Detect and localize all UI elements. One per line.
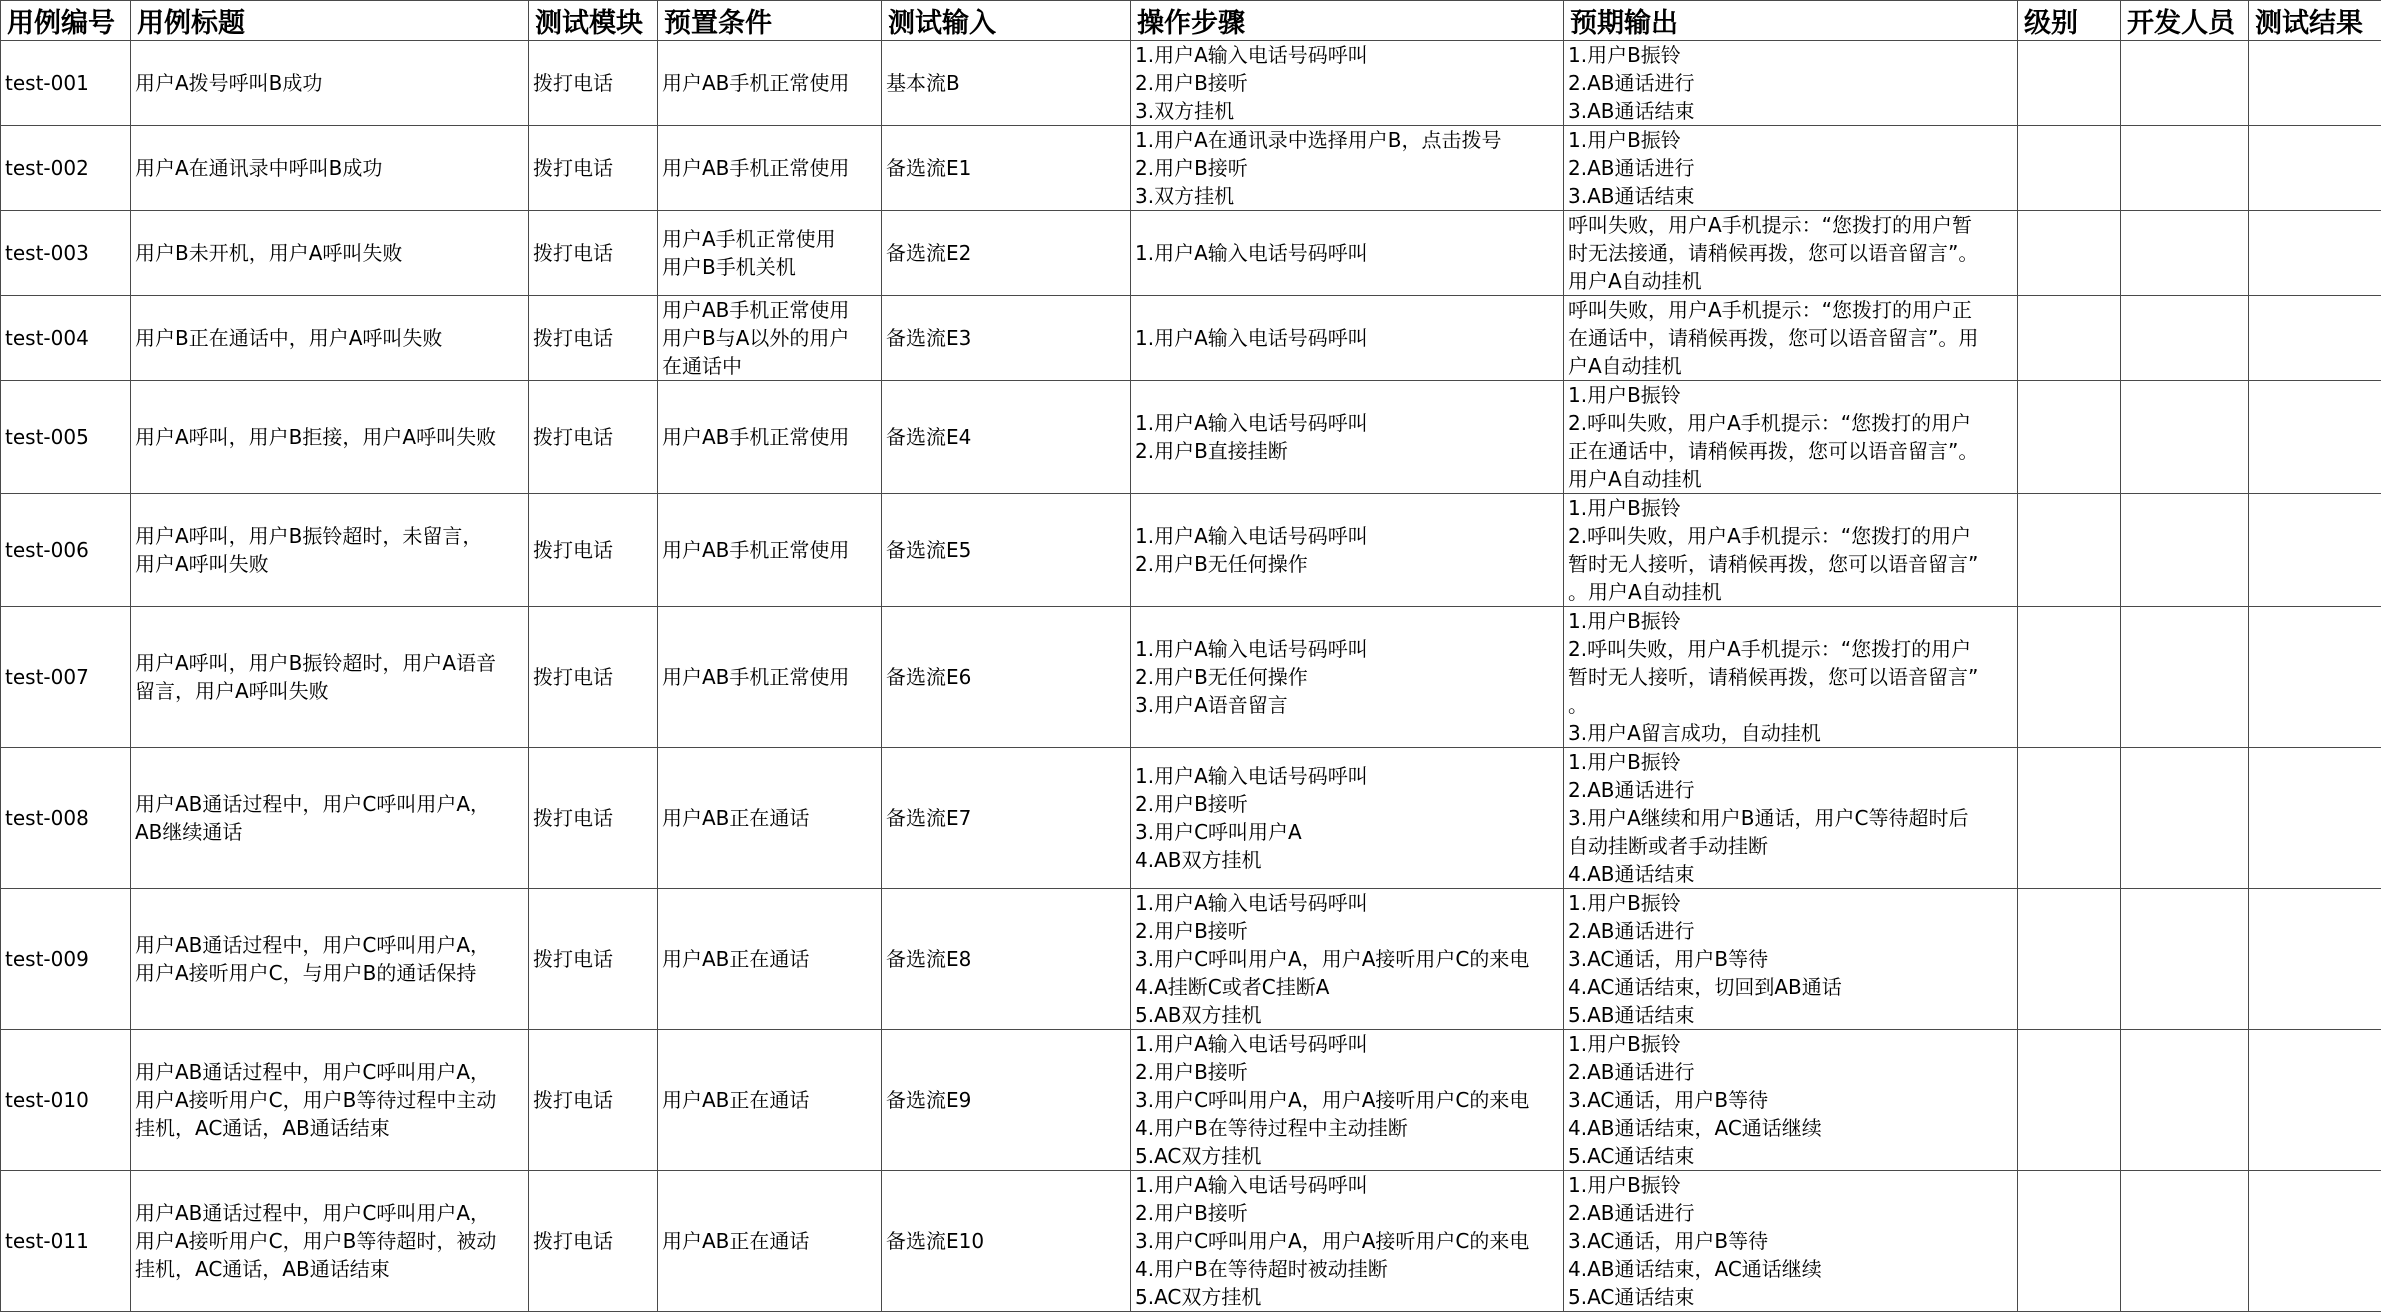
cell-case-id[interactable]: test-009 xyxy=(1,889,131,1030)
cell-test-result[interactable] xyxy=(2249,1030,2381,1171)
cell-expected-output[interactable]: 1.用户B振铃 2.呼叫失败，用户A手机提示：“您拨打的用户 正在通话中，请稍候再拨，您可以语音留言”。 用户A自动挂机 xyxy=(1564,381,2018,494)
cell-precondition[interactable]: 用户AB手机正常使用 用户B与A以外的用户 在通话中 xyxy=(658,296,882,381)
cell-steps[interactable]: 1.用户A输入电话号码呼叫 2.用户B直接挂断 xyxy=(1131,381,1564,494)
cell-test-input[interactable]: 基本流B xyxy=(882,41,1131,126)
cell-precondition[interactable]: 用户AB手机正常使用 xyxy=(658,607,882,748)
header-cell-title[interactable]: 用例标题 xyxy=(131,1,529,41)
table-row xyxy=(1,41,2381,126)
cell-case-title[interactable]: 用户AB通话过程中，用户C呼叫用户A， 用户A接听用户C，用户B等待超时，被动 挂机，AC通话，AB通话结束 xyxy=(131,1171,529,1312)
cell-case-title[interactable]: 用户A呼叫，用户B振铃超时，用户A语音 留言，用户A呼叫失败 xyxy=(131,607,529,748)
table-row xyxy=(1,607,2381,748)
cell-level[interactable] xyxy=(2018,748,2121,889)
cell-module[interactable]: 拨打电话 xyxy=(529,211,658,296)
cell-test-input[interactable]: 备选流E10 xyxy=(882,1171,1131,1312)
cell-case-id[interactable]: test-010 xyxy=(1,1030,131,1171)
cell-test-result[interactable] xyxy=(2249,211,2381,296)
cell-test-result[interactable] xyxy=(2249,748,2381,889)
cell-case-title[interactable]: 用户AB通话过程中，用户C呼叫用户A， 用户A接听用户C，与用户B的通话保持 xyxy=(131,889,529,1030)
cell-case-id[interactable]: test-011 xyxy=(1,1171,131,1312)
cell-case-title[interactable]: 用户AB通话过程中，用户C呼叫用户A， AB继续通话 xyxy=(131,748,529,889)
cell-test-result[interactable] xyxy=(2249,607,2381,748)
cell-expected-output[interactable]: 1.用户B振铃 2.AB通话进行 3.AB通话结束 xyxy=(1564,41,2018,126)
cell-case-title[interactable]: 用户A拨号呼叫B成功 xyxy=(131,41,529,126)
cell-test-input[interactable]: 备选流E6 xyxy=(882,607,1131,748)
cell-test-input[interactable]: 备选流E4 xyxy=(882,381,1131,494)
header-cell-expected[interactable]: 预期输出 xyxy=(1564,1,2018,41)
table-row xyxy=(1,748,2381,889)
cell-case-id[interactable]: test-002 xyxy=(1,126,131,211)
cell-expected-output[interactable]: 呼叫失败，用户A手机提示：“您拨打的用户暂 时无法接通，请稍候再拨，您可以语音留言”。 用户A自动挂机 xyxy=(1564,211,2018,296)
table-row xyxy=(1,381,2381,494)
cell-case-title[interactable]: 用户A呼叫，用户B拒接，用户A呼叫失败 xyxy=(131,381,529,494)
cell-test-input[interactable]: 备选流E9 xyxy=(882,1030,1131,1171)
header-cell-module[interactable]: 测试模块 xyxy=(529,1,658,41)
header-cell-steps[interactable]: 操作步骤 xyxy=(1131,1,1564,41)
cell-steps[interactable]: 1.用户A输入电话号码呼叫 2.用户B接听 3.用户C呼叫用户A，用户A接听用户C的来电 4.A挂断C或者C挂断A 5.AB双方挂机 xyxy=(1131,889,1564,1030)
cell-expected-output[interactable]: 1.用户B振铃 2.AB通话进行 3.AC通话，用户B等待 4.AC通话结束，切回到AB通话 5.AB通话结束 xyxy=(1564,889,2018,1030)
cell-precondition[interactable]: 用户AB正在通话 xyxy=(658,748,882,889)
cell-level[interactable] xyxy=(2018,211,2121,296)
cell-case-title[interactable]: 用户A在通讯录中呼叫B成功 xyxy=(131,126,529,211)
cell-module[interactable]: 拨打电话 xyxy=(529,1171,658,1312)
cell-steps[interactable]: 1.用户A输入电话号码呼叫 2.用户B接听 3.用户C呼叫用户A 4.AB双方挂机 xyxy=(1131,748,1564,889)
cell-module[interactable]: 拨打电话 xyxy=(529,889,658,1030)
table-row xyxy=(1,296,2381,381)
cell-test-result[interactable] xyxy=(2249,381,2381,494)
cell-test-result[interactable] xyxy=(2249,41,2381,126)
header-cell-result[interactable]: 测试结果 xyxy=(2249,1,2381,41)
cell-case-title[interactable]: 用户B未开机，用户A呼叫失败 xyxy=(131,211,529,296)
cell-test-result[interactable] xyxy=(2249,126,2381,211)
table-row xyxy=(1,126,2381,211)
cell-expected-output[interactable]: 1.用户B振铃 2.AB通话进行 3.AC通话，用户B等待 4.AB通话结束，AC通话继续 5.AC通话结束 xyxy=(1564,1171,2018,1312)
cell-developer[interactable] xyxy=(2121,1171,2249,1312)
cell-developer[interactable] xyxy=(2121,41,2249,126)
cell-level[interactable] xyxy=(2018,41,2121,126)
header-row xyxy=(1,1,2381,41)
cell-steps[interactable]: 1.用户A在通讯录中选择用户B，点击拨号 2.用户B接听 3.双方挂机 xyxy=(1131,126,1564,211)
cell-level[interactable] xyxy=(2018,126,2121,211)
cell-module[interactable]: 拨打电话 xyxy=(529,494,658,607)
cell-case-id[interactable]: test-004 xyxy=(1,296,131,381)
cell-precondition[interactable]: 用户A手机正常使用 用户B手机关机 xyxy=(658,211,882,296)
cell-precondition[interactable]: 用户AB正在通话 xyxy=(658,1030,882,1171)
cell-developer[interactable] xyxy=(2121,748,2249,889)
cell-steps[interactable]: 1.用户A输入电话号码呼叫 xyxy=(1131,296,1564,381)
cell-test-input[interactable]: 备选流E5 xyxy=(882,494,1131,607)
table-row xyxy=(1,1030,2381,1171)
cell-level[interactable] xyxy=(2018,1171,2121,1312)
cell-developer[interactable] xyxy=(2121,381,2249,494)
cell-module[interactable]: 拨打电话 xyxy=(529,1030,658,1171)
header-cell-level[interactable]: 级别 xyxy=(2018,1,2121,41)
header-cell-precondition[interactable]: 预置条件 xyxy=(658,1,882,41)
cell-level[interactable] xyxy=(2018,296,2121,381)
cell-case-id[interactable]: test-005 xyxy=(1,381,131,494)
cell-precondition[interactable]: 用户AB正在通话 xyxy=(658,1171,882,1312)
cell-module[interactable]: 拨打电话 xyxy=(529,41,658,126)
table-row xyxy=(1,211,2381,296)
cell-expected-output[interactable]: 1.用户B振铃 2.呼叫失败，用户A手机提示：“您拨打的用户 暂时无人接听，请稍候再拨，您可以语音留言” 。 3.用户A留言成功，自动挂机 xyxy=(1564,607,2018,748)
cell-expected-output[interactable]: 呼叫失败，用户A手机提示：“您拨打的用户正 在通话中，请稍候再拨，您可以语音留言”。用 户A自动挂机 xyxy=(1564,296,2018,381)
cell-test-input[interactable]: 备选流E3 xyxy=(882,296,1131,381)
cell-test-input[interactable]: 备选流E7 xyxy=(882,748,1131,889)
cell-level[interactable] xyxy=(2018,607,2121,748)
cell-module[interactable]: 拨打电话 xyxy=(529,126,658,211)
cell-test-input[interactable]: 备选流E8 xyxy=(882,889,1131,1030)
cell-case-title[interactable]: 用户AB通话过程中，用户C呼叫用户A， 用户A接听用户C，用户B等待过程中主动 挂机，AC通话，AB通话结束 xyxy=(131,1030,529,1171)
cell-test-input[interactable]: 备选流E1 xyxy=(882,126,1131,211)
cell-expected-output[interactable]: 1.用户B振铃 2.AB通话进行 3.AC通话，用户B等待 4.AB通话结束，AC通话继续 5.AC通话结束 xyxy=(1564,1030,2018,1171)
header-cell-developer[interactable]: 开发人员 xyxy=(2121,1,2249,41)
cell-case-id[interactable]: test-008 xyxy=(1,748,131,889)
cell-case-id[interactable]: test-007 xyxy=(1,607,131,748)
cell-test-result[interactable] xyxy=(2249,296,2381,381)
table-row xyxy=(1,494,2381,607)
cell-developer[interactable] xyxy=(2121,126,2249,211)
cell-precondition[interactable]: 用户AB手机正常使用 xyxy=(658,381,882,494)
cell-developer[interactable] xyxy=(2121,211,2249,296)
cell-case-id[interactable]: test-003 xyxy=(1,211,131,296)
cell-expected-output[interactable]: 1.用户B振铃 2.呼叫失败，用户A手机提示：“您拨打的用户 暂时无人接听，请稍候再拨，您可以语音留言” 。用户A自动挂机 xyxy=(1564,494,2018,607)
cell-test-input[interactable]: 备选流E2 xyxy=(882,211,1131,296)
cell-steps[interactable]: 1.用户A输入电话号码呼叫 2.用户B无任何操作 xyxy=(1131,494,1564,607)
cell-steps[interactable]: 1.用户A输入电话号码呼叫 2.用户B无任何操作 3.用户A语音留言 xyxy=(1131,607,1564,748)
cell-level[interactable] xyxy=(2018,381,2121,494)
cell-steps[interactable]: 1.用户A输入电话号码呼叫 2.用户B接听 3.双方挂机 xyxy=(1131,41,1564,126)
cell-steps[interactable]: 1.用户A输入电话号码呼叫 xyxy=(1131,211,1564,296)
cell-test-result[interactable] xyxy=(2249,494,2381,607)
table-row xyxy=(1,1171,2381,1312)
cell-case-id[interactable]: test-006 xyxy=(1,494,131,607)
cell-case-title[interactable]: 用户B正在通话中，用户A呼叫失败 xyxy=(131,296,529,381)
cell-developer[interactable] xyxy=(2121,296,2249,381)
cell-module[interactable]: 拨打电话 xyxy=(529,607,658,748)
cell-test-result[interactable] xyxy=(2249,889,2381,1030)
cell-expected-output[interactable]: 1.用户B振铃 2.AB通话进行 3.AB通话结束 xyxy=(1564,126,2018,211)
cell-level[interactable] xyxy=(2018,494,2121,607)
cell-module[interactable]: 拨打电话 xyxy=(529,748,658,889)
cell-test-result[interactable] xyxy=(2249,1171,2381,1312)
cell-developer[interactable] xyxy=(2121,494,2249,607)
cell-precondition[interactable]: 用户AB手机正常使用 xyxy=(658,494,882,607)
cell-case-id[interactable]: test-001 xyxy=(1,41,131,126)
cell-precondition[interactable]: 用户AB正在通话 xyxy=(658,889,882,1030)
table-row xyxy=(1,889,2381,1030)
header-cell-input[interactable]: 测试输入 xyxy=(882,1,1131,41)
cell-level[interactable] xyxy=(2018,1030,2121,1171)
cell-expected-output[interactable]: 1.用户B振铃 2.AB通话进行 3.用户A继续和用户B通话，用户C等待超时后 自动挂断或者手动挂断 4.AB通话结束 xyxy=(1564,748,2018,889)
cell-steps[interactable]: 1.用户A输入电话号码呼叫 2.用户B接听 3.用户C呼叫用户A，用户A接听用户C的来电 4.用户B在等待过程中主动挂断 5.AC双方挂机 xyxy=(1131,1030,1564,1171)
cell-module[interactable]: 拨打电话 xyxy=(529,296,658,381)
cell-developer[interactable] xyxy=(2121,889,2249,1030)
cell-precondition[interactable]: 用户AB手机正常使用 xyxy=(658,41,882,126)
cell-developer[interactable] xyxy=(2121,607,2249,748)
cell-level[interactable] xyxy=(2018,889,2121,1030)
cell-steps[interactable]: 1.用户A输入电话号码呼叫 2.用户B接听 3.用户C呼叫用户A，用户A接听用户C的来电 4.用户B在等待超时被动挂断 5.AC双方挂机 xyxy=(1131,1171,1564,1312)
header-cell-id[interactable]: 用例编号 xyxy=(1,1,131,41)
cell-case-title[interactable]: 用户A呼叫，用户B振铃超时，未留言， 用户A呼叫失败 xyxy=(131,494,529,607)
cell-precondition[interactable]: 用户AB手机正常使用 xyxy=(658,126,882,211)
cell-module[interactable]: 拨打电话 xyxy=(529,381,658,494)
cell-developer[interactable] xyxy=(2121,1030,2249,1171)
